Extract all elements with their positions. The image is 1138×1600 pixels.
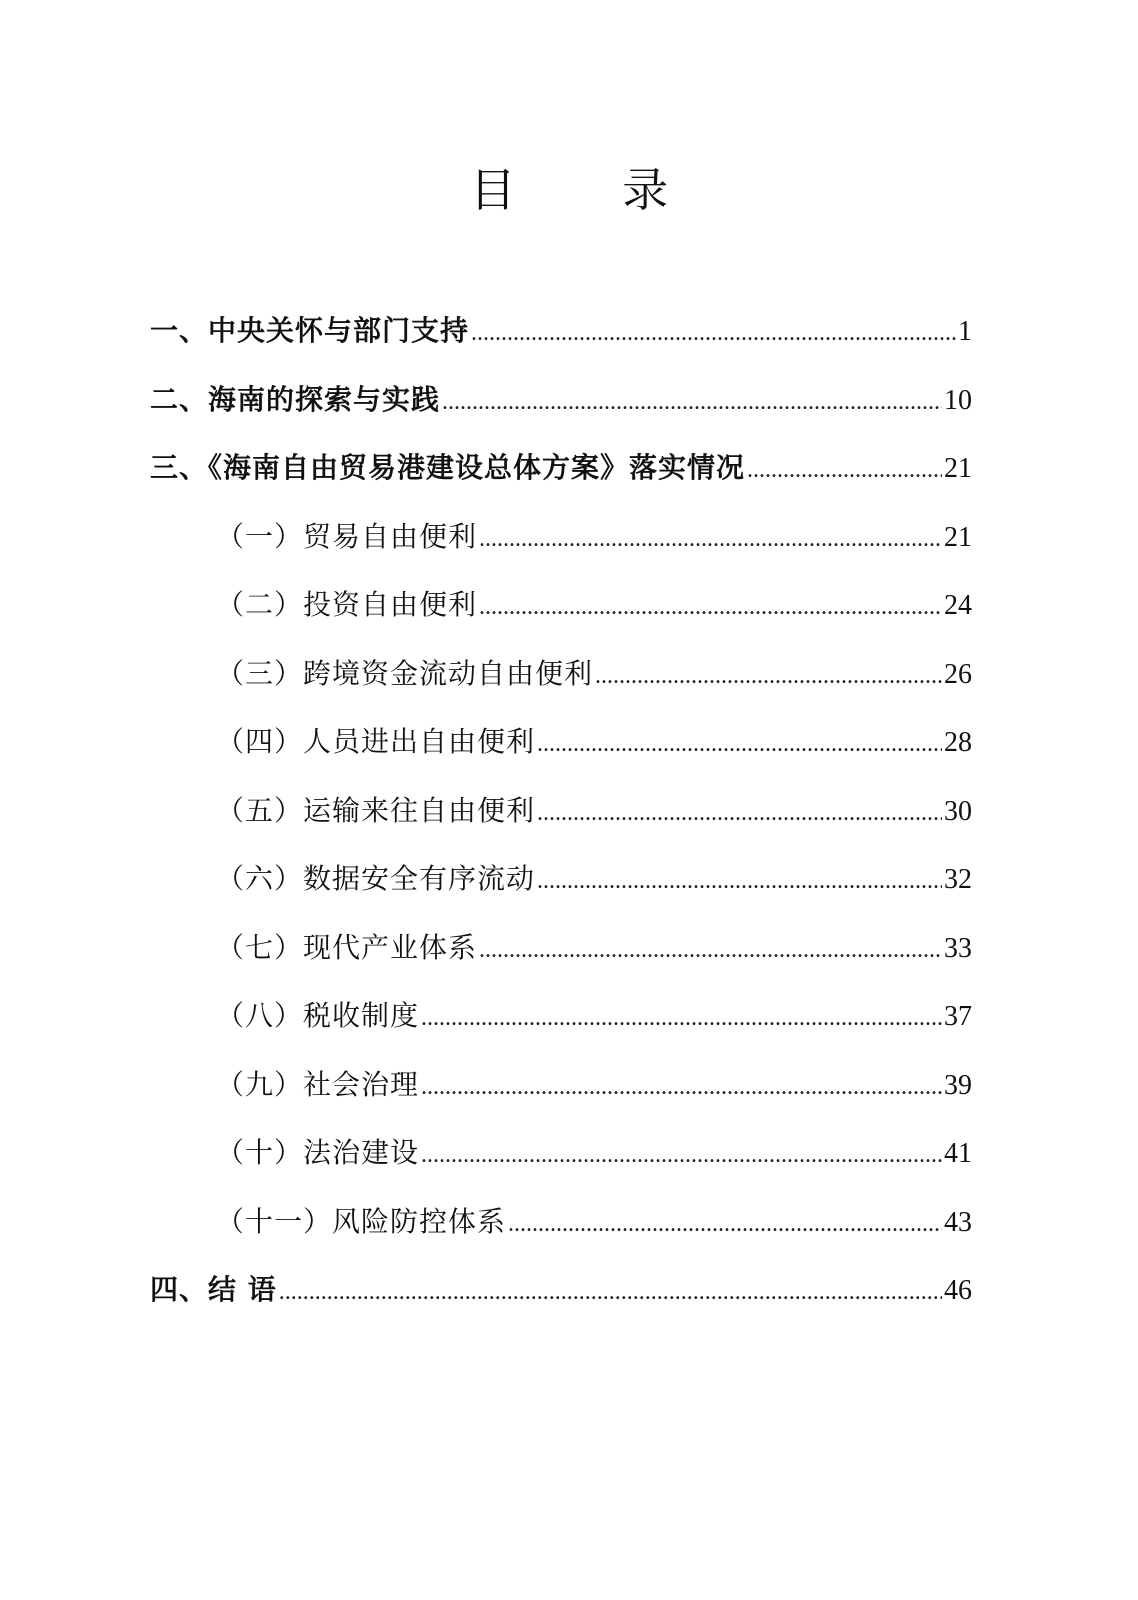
toc-page-number: 33 (944, 932, 972, 964)
dot-leader (479, 516, 942, 562)
toc-entry-label: （三）跨境资金流动自由便利 (216, 656, 594, 690)
toc-entry-label: （六）数据安全有序流动 (216, 862, 536, 895)
toc-entry-label: 三、《海南自由贸易港建设总体方案》落实情况 (150, 451, 746, 484)
toc-entry-label: （二）投资自由便利 (216, 588, 478, 621)
toc-entry-label: （五）运输来往自由便利 (216, 793, 536, 827)
dot-leader (279, 1269, 942, 1315)
table-of-contents (150, 308, 972, 1336)
toc-entry-label: （九）社会治理 (216, 1067, 420, 1101)
dot-leader (537, 721, 942, 767)
dot-leader (479, 927, 942, 973)
toc-entry-label: （十）法治建设 (216, 1136, 420, 1169)
dot-leader (471, 310, 956, 356)
toc-subentry[interactable] (150, 582, 972, 651)
dot-leader (508, 1201, 942, 1247)
dot-leader (442, 379, 942, 425)
toc-subentry[interactable] (150, 1130, 972, 1199)
toc-subentry[interactable] (150, 719, 972, 788)
toc-page-number: 21 (944, 453, 972, 484)
toc-subentry[interactable] (150, 856, 972, 925)
toc-entry[interactable] (150, 1267, 972, 1336)
toc-entry-label: （四）人员进出自由便利 (216, 725, 536, 758)
dot-leader (421, 1064, 942, 1110)
toc-subentry[interactable] (150, 514, 972, 583)
dot-leader (747, 447, 942, 493)
toc-entry-label: （一）贸易自由便利 (216, 519, 478, 553)
toc-page-number: 26 (944, 658, 972, 690)
toc-subentry[interactable] (150, 993, 972, 1062)
toc-page-number: 24 (944, 590, 972, 621)
toc-page-number: 30 (944, 795, 972, 827)
toc-subentry[interactable] (150, 651, 972, 720)
dot-leader (479, 584, 942, 630)
dot-leader (537, 858, 942, 904)
toc-entry-label: （十一）风险防控体系 (216, 1204, 507, 1238)
toc-subentry[interactable] (150, 925, 972, 994)
dot-leader (595, 653, 942, 699)
dot-leader (537, 790, 942, 836)
toc-page-number: 46 (944, 1275, 972, 1306)
toc-page-number: 41 (944, 1138, 972, 1169)
page-title: 目 录 (469, 163, 715, 217)
toc-page-number: 28 (944, 727, 972, 758)
toc-page-number: 21 (944, 521, 972, 553)
toc-subentry[interactable] (150, 1062, 972, 1131)
dot-leader (421, 1132, 942, 1178)
toc-entry-label: （八）税收制度 (216, 999, 420, 1032)
toc-entry-label: 一、中央关怀与部门支持 (150, 314, 470, 347)
toc-subentry[interactable] (150, 788, 972, 857)
toc-entry-label: 二、海南的探索与实践 (150, 382, 441, 416)
toc-page-number: 43 (944, 1206, 972, 1238)
toc-entry[interactable] (150, 377, 972, 446)
dot-leader (421, 995, 942, 1041)
toc-entry[interactable] (150, 445, 972, 514)
toc-subentry[interactable] (150, 1199, 972, 1268)
toc-page-number: 37 (944, 1001, 972, 1032)
toc-page-number: 39 (944, 1069, 972, 1101)
toc-page-number: 10 (944, 384, 972, 416)
toc-page-number: 1 (958, 316, 972, 347)
toc-page-number: 32 (944, 864, 972, 895)
toc-entry-label: 四、结 语 (150, 1273, 277, 1306)
toc-entry-label: （七）现代产业体系 (216, 930, 478, 964)
toc-entry[interactable] (150, 308, 972, 377)
